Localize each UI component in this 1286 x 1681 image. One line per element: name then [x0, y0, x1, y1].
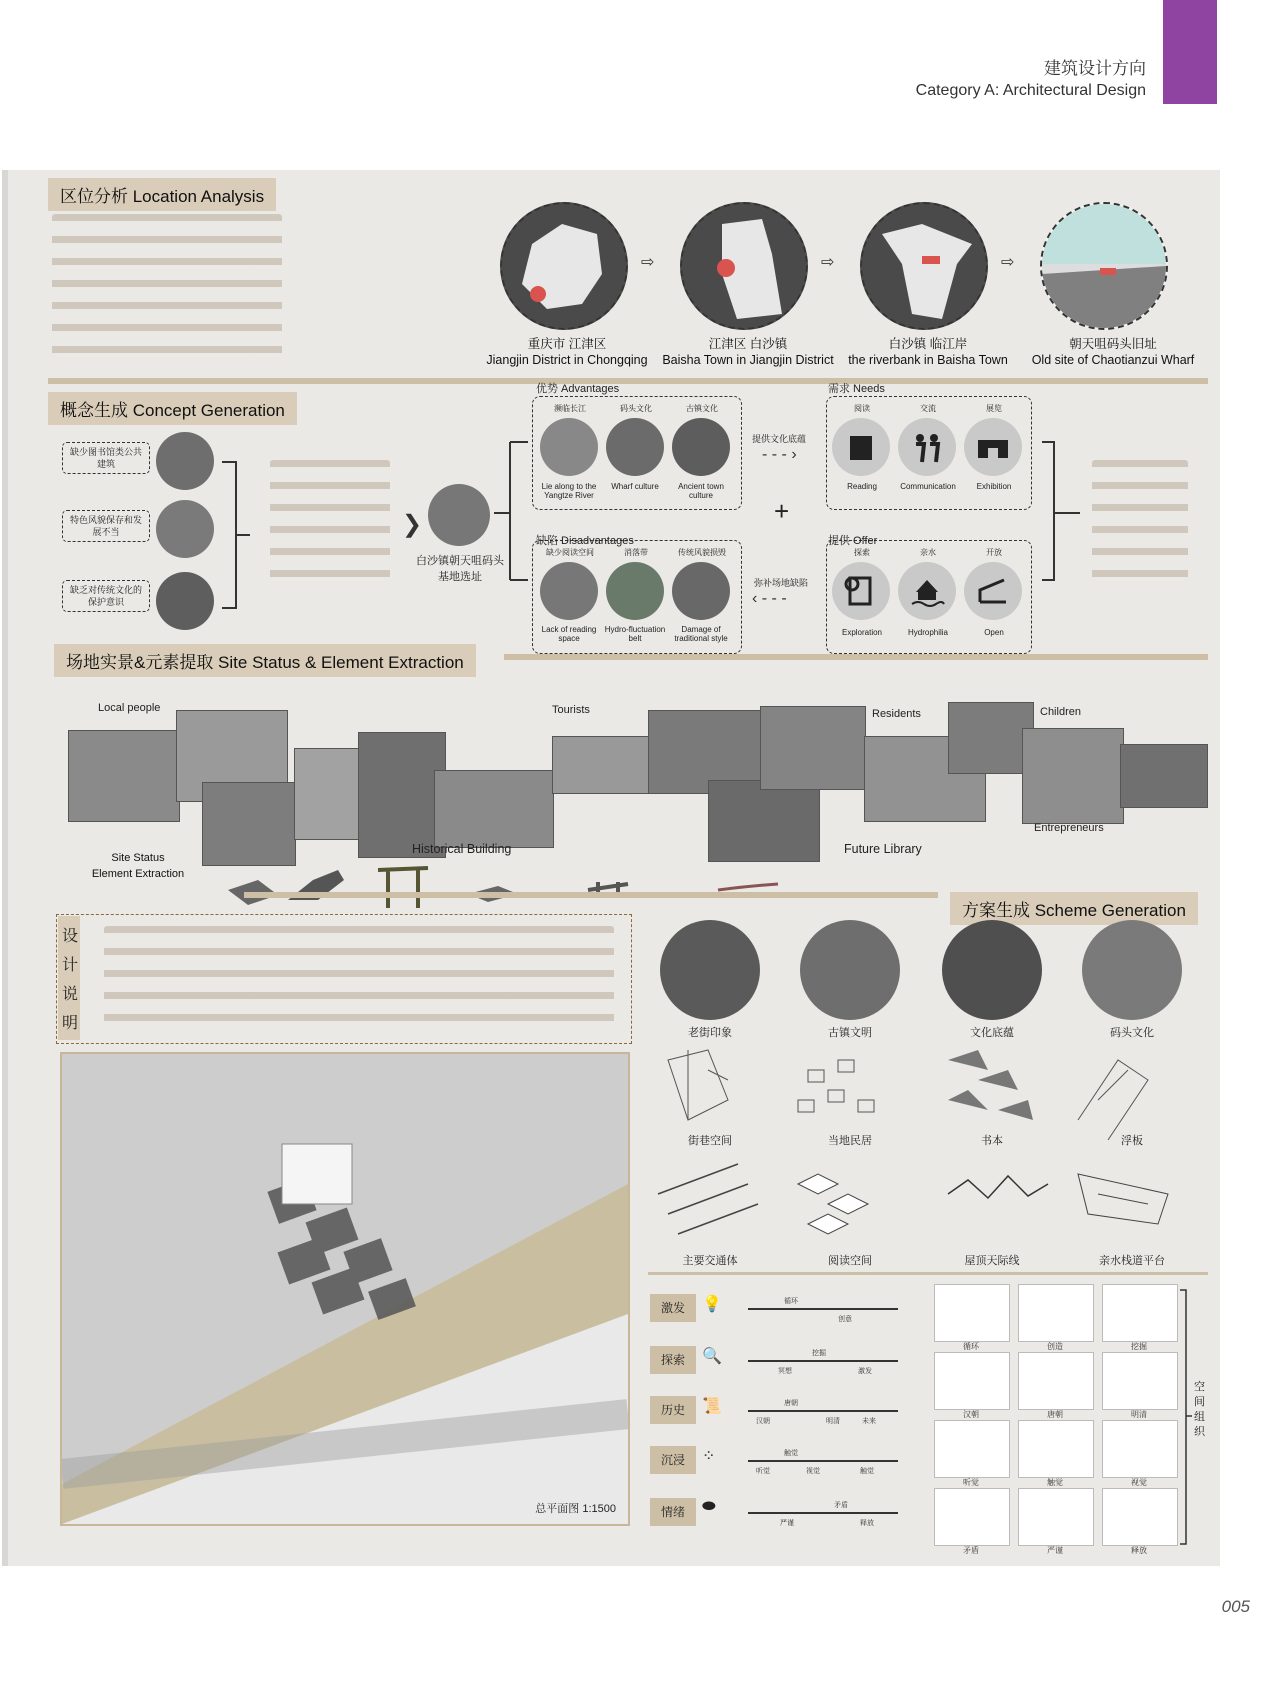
scheme-label: 古镇文明 [828, 1027, 872, 1039]
scheme-label: 书本 [981, 1135, 1003, 1147]
concept-section-title: 概念生成 Concept Generation [48, 392, 297, 425]
dis-photo [672, 562, 730, 620]
adv-en: Wharf culture [611, 482, 659, 491]
location-step-2: 江津区 白沙镇 Baisha Town in Jiangjin District [662, 337, 834, 367]
sequence-row-label: 激发 [650, 1294, 696, 1322]
concept-result-text [1092, 460, 1188, 590]
adv-label: 码头文化 [620, 404, 652, 413]
timeline [748, 1360, 898, 1362]
space-cell-label: 触觉 [1047, 1478, 1063, 1487]
space-cell-label: 严谨 [1047, 1546, 1063, 1555]
space-cell-label: 听觉 [963, 1478, 979, 1487]
space-cell [934, 1420, 1010, 1478]
dis-en: Lack of reading space [541, 625, 597, 643]
dashed-arrow-right-icon: - - - › [762, 446, 797, 463]
site-label-local: Local people [98, 702, 161, 714]
needs-label: 阅读 [854, 404, 870, 413]
design-text-block [104, 926, 614, 1036]
element-sketches [218, 860, 828, 910]
scheme-label: 阅读空间 [828, 1255, 872, 1267]
space-cell [1018, 1352, 1094, 1410]
offer-en: Exploration [841, 628, 883, 637]
magnifier-icon: 🔍 [702, 1348, 722, 1365]
timeline-tick: 明清 [826, 1418, 840, 1425]
timeline-tick: 严谨 [780, 1520, 794, 1527]
space-cell [1102, 1488, 1178, 1546]
site-section-title: 场地实景&元素提取 Site Status & Element Extraction [54, 644, 476, 677]
location-section-title: 区位分析 Location Analysis [48, 178, 276, 211]
site-photo [294, 748, 360, 840]
divider [48, 378, 1208, 384]
timeline-tick: 听觉 [756, 1468, 770, 1475]
space-cell [1102, 1420, 1178, 1478]
map-chongqing [500, 202, 628, 330]
space-organization-label: 空 间 组 织 [1194, 1381, 1205, 1438]
divider [244, 892, 938, 898]
space-cell [1018, 1420, 1094, 1478]
scheme-label: 当地民居 [828, 1135, 872, 1147]
adv-photo [540, 418, 598, 476]
scheme-photo [942, 920, 1042, 1020]
timeline [748, 1460, 898, 1462]
space-cell [1018, 1488, 1094, 1546]
dis-en: Damage of traditional style [674, 625, 728, 643]
arrow-right-icon: ⇨ [1001, 254, 1015, 271]
offer-en: Hydrophilia [907, 628, 949, 637]
site-photo [760, 706, 866, 790]
site-photo [552, 736, 650, 794]
sequence-row-label: 情绪 [650, 1498, 696, 1526]
grid-bracket [1178, 1288, 1194, 1548]
site-label-children: Children [1040, 706, 1081, 718]
site-label-tourists: Tourists [552, 704, 590, 716]
timeline-tick: 唐朝 [784, 1400, 798, 1407]
space-cell [934, 1284, 1010, 1342]
space-cell-label: 唐朝 [1047, 1410, 1063, 1419]
scheme-label: 街巷空间 [688, 1135, 732, 1147]
arrow-right-icon: ⇨ [641, 254, 655, 271]
dis-photo [540, 562, 598, 620]
space-cell-label: 矛盾 [963, 1546, 979, 1555]
divider [648, 1272, 1208, 1275]
advantages-title: 优势 Advantages [536, 383, 620, 395]
category-title-en: Category A: Architectural Design [915, 82, 1146, 99]
timeline-tick: 释放 [860, 1520, 874, 1527]
dis-photo [606, 562, 664, 620]
space-cell-label: 循环 [963, 1342, 979, 1351]
offer-title: 提供 Offer [828, 535, 878, 547]
poster-board [2, 170, 1220, 1566]
space-cell-label: 视觉 [1131, 1478, 1147, 1487]
arrow-right-icon: ⇨ [821, 254, 835, 271]
space-cell [1018, 1284, 1094, 1342]
adv-en: Lie along to the Yangtze River [541, 482, 597, 500]
site-photo [68, 730, 180, 822]
hydrophilia-icon [898, 562, 956, 620]
timeline-tick: 激发 [858, 1368, 872, 1375]
scheme-photo [660, 920, 760, 1020]
problem-photo [156, 572, 214, 630]
location-text-block [52, 214, 282, 364]
scheme-label: 码头文化 [1110, 1027, 1154, 1039]
needs-en: Communication [900, 482, 956, 491]
site-photo [428, 484, 490, 546]
dis-label: 消落带 [624, 548, 648, 557]
offer-en: Open [984, 628, 1004, 637]
timeline-tick: 循环 [784, 1298, 798, 1305]
sequence-row-label: 历史 [650, 1396, 696, 1424]
location-step-3: 白沙镇 临江岸 the riverbank in Baisha Town [848, 337, 1008, 367]
timeline-tick: 触觉 [860, 1468, 874, 1475]
scheme-label: 亲水栈道平台 [1099, 1255, 1165, 1267]
timeline-tick: 视觉 [806, 1468, 820, 1475]
space-cell-label: 明清 [1131, 1410, 1147, 1419]
reading-icon [832, 418, 890, 476]
future-library-label: Future Library [844, 842, 922, 856]
offer-label: 开放 [986, 548, 1002, 557]
scheme-section-title: 方案生成 Scheme Generation [950, 892, 1198, 925]
adv-photo [606, 418, 664, 476]
site-photo [358, 732, 446, 858]
communication-icon [898, 418, 956, 476]
space-cell-label: 创造 [1047, 1342, 1063, 1351]
map-baisha [860, 202, 988, 330]
site-plan [60, 1052, 630, 1526]
dis-label: 传统风貌损毁 [678, 548, 726, 557]
timeline-tick: 冥想 [778, 1368, 792, 1375]
scroll-icon: 📜 [702, 1398, 722, 1415]
arrow-bottom-label: 弥补场地缺陷 [754, 578, 809, 588]
adv-label: 古镇文化 [686, 404, 718, 413]
location-step-1: 重庆市 江津区 Jiangjin District in Chongqing [486, 337, 648, 367]
scheme-sketches-mid [648, 1040, 1208, 1140]
branch-lines [494, 438, 530, 584]
timeline-tick: 汉朝 [756, 1418, 770, 1425]
site-photo [434, 770, 554, 848]
timeline-tick: 触觉 [784, 1450, 798, 1457]
design-title: 设 计 说 明 [62, 928, 79, 1032]
space-cell-label: 汉朝 [963, 1410, 979, 1419]
needs-en: Reading [847, 482, 877, 491]
timeline [748, 1410, 898, 1412]
scheme-photo [1082, 920, 1182, 1020]
timeline [748, 1308, 898, 1310]
space-cell-label: 挖掘 [1131, 1342, 1147, 1351]
problem-1: 缺少图书馆类公共建筑 [62, 442, 150, 474]
problem-3: 缺乏对传统文化的保护意识 [62, 580, 150, 612]
dis-en: Hydro-fluctuation belt [604, 625, 666, 643]
offer-label: 亲水 [920, 548, 936, 557]
page-number: 005 [1221, 1597, 1250, 1616]
problem-2: 特色风貌保存和发展不当 [62, 510, 150, 542]
space-cell-label: 释放 [1131, 1546, 1147, 1555]
divider [504, 654, 1208, 660]
site-plan-caption: 总平面图 1:1500 [535, 1503, 616, 1515]
site-photo [1120, 744, 1208, 808]
map-chaotianzui [1040, 202, 1168, 330]
exhibition-icon [964, 418, 1022, 476]
timeline [748, 1512, 898, 1514]
problem-photo [156, 500, 214, 558]
site-label-residents: Residents [872, 708, 921, 720]
site-label-entrepreneurs: Entrepreneurs [1034, 822, 1104, 834]
needs-en: Exhibition [976, 482, 1012, 491]
scheme-label: 屋顶天际线 [964, 1255, 1020, 1267]
exploration-icon [832, 562, 890, 620]
adv-label: 濒临长江 [554, 404, 586, 413]
adv-en: Ancient town culture [678, 482, 724, 500]
timeline-tick: 挖掘 [812, 1350, 826, 1357]
offer-label: 探索 [854, 548, 870, 557]
site-element-caption: Site Status Element Extraction [91, 852, 185, 880]
scheme-label: 文化底蕴 [970, 1027, 1014, 1039]
dots-icon: ⁘ [702, 1448, 716, 1465]
space-cell [1102, 1284, 1178, 1342]
adv-photo [672, 418, 730, 476]
space-cell [934, 1352, 1010, 1410]
timeline-tick: 未来 [862, 1418, 876, 1425]
site-photo [708, 780, 820, 862]
chevron-right-icon: ❯ [402, 511, 423, 538]
disadvantages-title: 缺陷 Disadvantages [536, 535, 634, 547]
map-jiangjin [680, 202, 808, 330]
scheme-sketches-bottom [648, 1154, 1208, 1250]
scheme-label: 老街印象 [688, 1027, 732, 1039]
space-cell [934, 1488, 1010, 1546]
bracket-lines [222, 460, 252, 610]
site-label: 白沙镇朝天咀码头基地选址 [416, 555, 504, 583]
location-step-4: 朝天咀码头旧址 Old site of Chaotianzui Wharf [1031, 337, 1195, 367]
timeline-tick: 矛盾 [834, 1502, 848, 1509]
historical-building-label: Historical Building [412, 842, 512, 856]
timeline-tick: 创意 [838, 1316, 852, 1323]
category-color-tab [1163, 0, 1217, 104]
scheme-photo [800, 920, 900, 1020]
stones-icon: ⬬ [702, 1498, 716, 1515]
scheme-label: 主要交通体 [682, 1255, 738, 1267]
needs-title: 需求 Needs [828, 383, 885, 395]
site-photo [1022, 728, 1124, 824]
arrow-top-label: 提供文化底蕴 [752, 434, 807, 444]
sequence-row-label: 沉浸 [650, 1446, 696, 1474]
sequence-row-label: 探索 [650, 1346, 696, 1374]
needs-label: 展览 [986, 404, 1002, 413]
needs-label: 交流 [920, 404, 936, 413]
site-photo [202, 782, 296, 866]
lightbulb-icon: 💡 [702, 1296, 722, 1313]
category-title-cn: 建筑设计方向 [1044, 59, 1146, 78]
scheme-label: 浮板 [1121, 1135, 1143, 1147]
dis-label: 缺少阅读空间 [546, 548, 594, 557]
dashed-arrow-left-icon: ‹ - - - [752, 590, 787, 607]
open-icon [964, 562, 1022, 620]
concept-text-block [270, 460, 390, 590]
bracket-right-lines [1040, 438, 1084, 584]
space-cell [1102, 1352, 1178, 1410]
problem-photo [156, 432, 214, 490]
plus-sign: + [774, 496, 790, 526]
